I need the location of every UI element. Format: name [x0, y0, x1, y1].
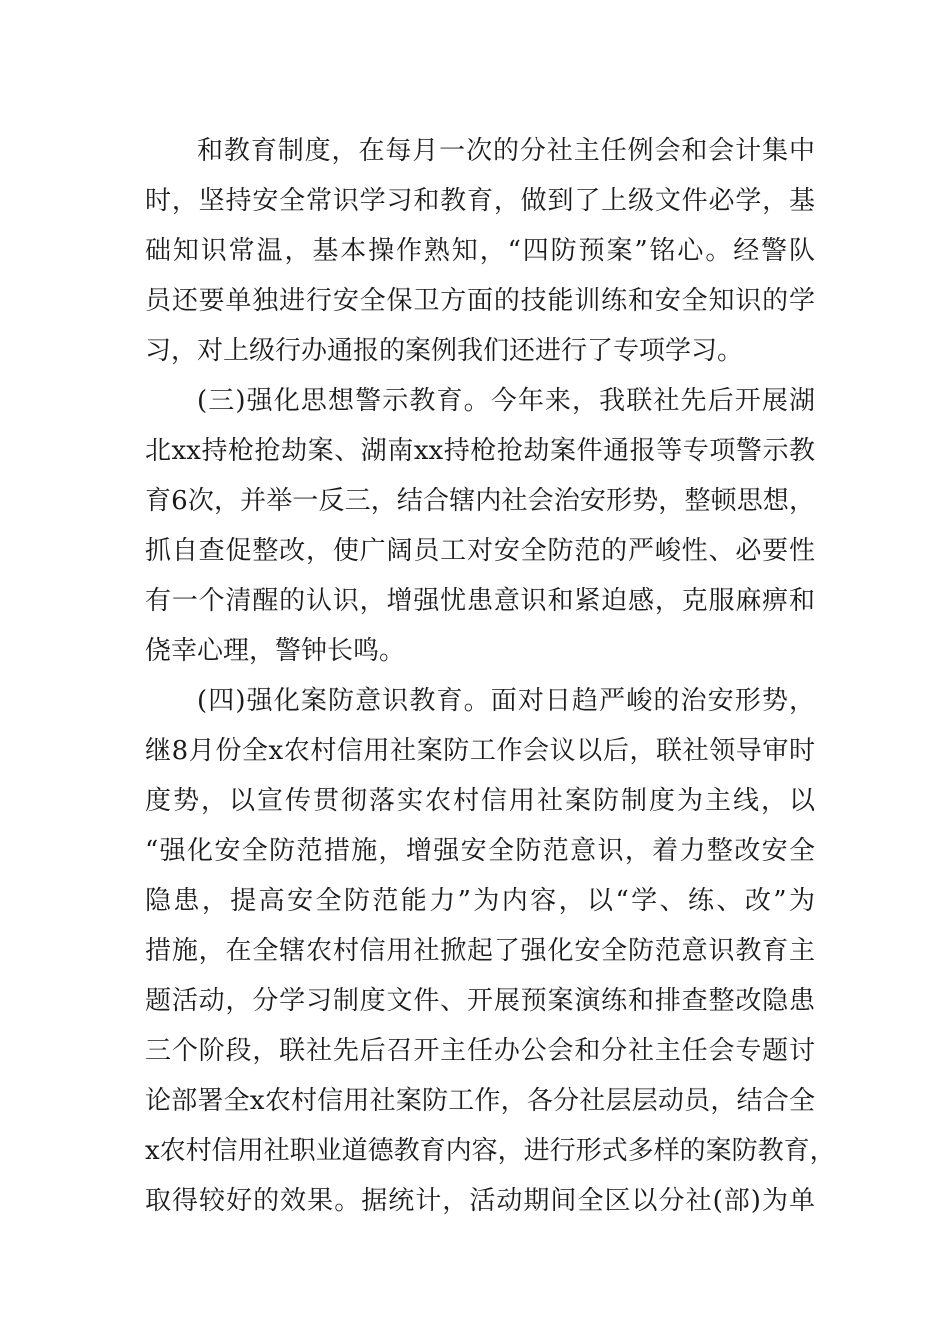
text-line: 论部署全x农村信用社案防工作，各分社层层动员，结合全: [145, 1086, 815, 1116]
document-page: [145, 126, 836, 1226]
text-line: 员还要单独进行安全保卫方面的技能训练和安全知识的学: [145, 286, 815, 316]
text-line: “强化安全防范措施，增强安全防范意识，着力整改安全: [145, 836, 815, 866]
text-line: 和教育制度，在每月一次的分社主任例会和会计集中: [197, 136, 815, 166]
text-line: 习，对上级行办通报的案例我们还进行了专项学习。: [145, 336, 744, 366]
text-line: 侥幸心理，警钟长鸣。: [145, 636, 406, 666]
text-line: 取得较好的效果。据统计，活动期间全区以分社(部)为单: [145, 1186, 815, 1216]
text-line: 继8月份全x农村信用社案防工作会议以后，联社领导审时: [145, 736, 815, 766]
text-line: 三个阶段，联社先后召开主任办公会和分社主任会专题讨: [145, 1036, 815, 1066]
text-line: 础知识常温，基本操作熟知，“四防预案”铭心。经警队: [145, 236, 815, 266]
paragraph-education-system: [145, 126, 815, 376]
text-line: 隐患，提高安全防范能力”为内容，以“学、练、改”为: [145, 886, 815, 916]
text-line: (四)强化案防意识教育。面对日趋严峻的治安形势，: [197, 686, 815, 716]
text-line: 育6次，并举一反三，结合辖内社会治安形势，整顿思想，: [145, 486, 815, 516]
text-line: 抓自查促整改，使广阔员工对安全防范的严峻性、必要性: [145, 536, 815, 566]
text-line: 度势，以宣传贯彻落实农村信用社案防制度为主线，以: [145, 786, 815, 816]
text-line: 北xx持枪抢劫案、湖南xx持枪抢劫案件通报等专项警示教: [145, 436, 815, 466]
text-line: x农村信用社职业道德教育内容，进行形式多样的案防教育，: [145, 1136, 836, 1166]
text-line: (三)强化思想警示教育。今年来，我联社先后开展湖: [197, 386, 815, 416]
paragraph-case-prevention-education: [145, 676, 836, 1226]
text-line: 有一个清醒的认识，增强忧患意识和紧迫感，克服麻痹和: [145, 586, 815, 616]
paragraph-warning-education: [145, 376, 815, 676]
text-line: 时，坚持安全常识学习和教育，做到了上级文件必学，基: [145, 186, 815, 216]
text-line: 题活动，分学习制度文件、开展预案演练和排查整改隐患: [145, 986, 815, 1016]
text-line: 措施，在全辖农村信用社掀起了强化安全防范意识教育主: [145, 936, 815, 966]
